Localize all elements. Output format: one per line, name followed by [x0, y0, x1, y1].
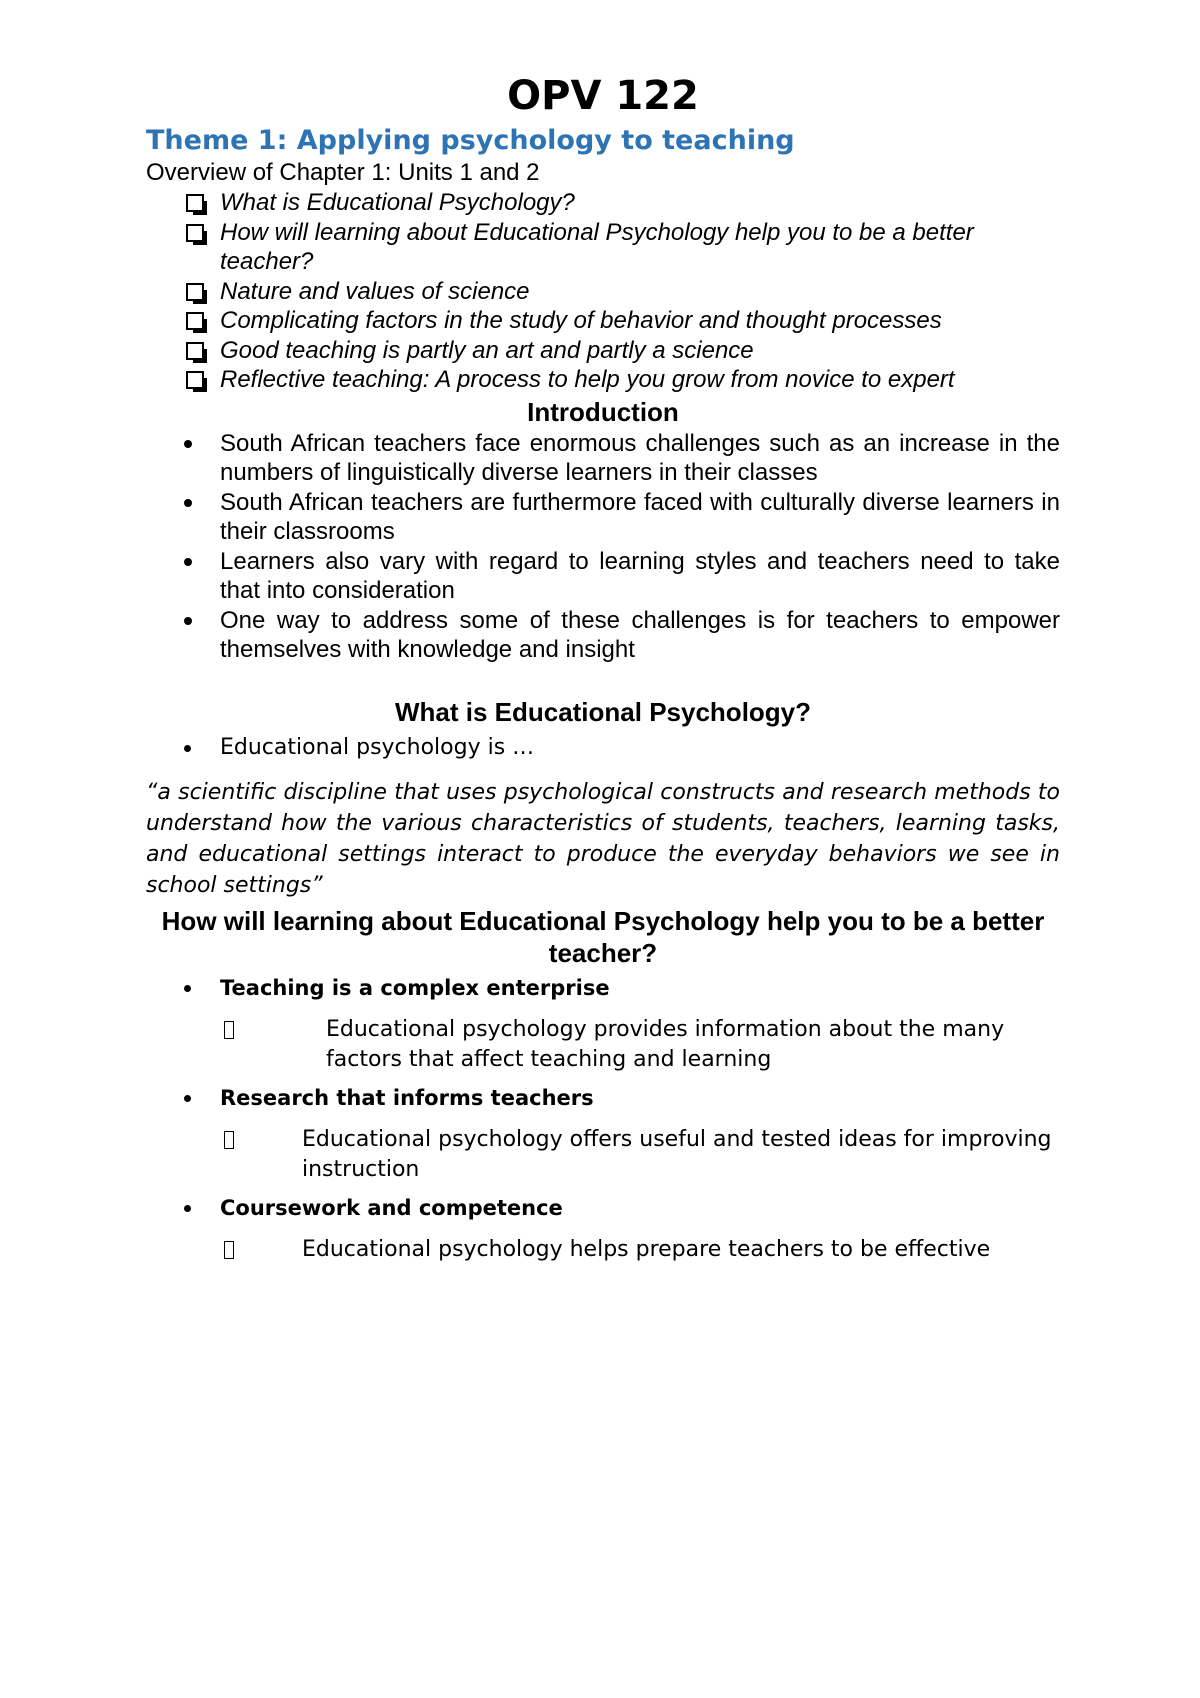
bullet-icon — [184, 745, 191, 752]
checklist-item: Good teaching is partly an art and partly a science — [220, 336, 1060, 366]
benefit-lead: Coursework and competence — [220, 1195, 563, 1220]
bullet-icon — [184, 1205, 191, 1212]
benefits-list — [146, 973, 1060, 1265]
bullet-icon — [184, 440, 192, 448]
bullet-icon — [184, 617, 192, 625]
what-is-heading: What is Educational Psychology? — [394, 696, 812, 727]
checklist-item: Nature and values of science — [220, 277, 1060, 307]
page-content — [146, 68, 1060, 1273]
box-marker-icon — [224, 1131, 234, 1149]
list-item: South African teachers are furthermore faced with culturally diverse learners in their classrooms — [220, 488, 1060, 547]
checkbox-icon — [186, 194, 204, 212]
list-item: One way to address some of these challenges is for teachers to empower themselves with knowledge and insight — [220, 606, 1060, 665]
benefit-detail: Educational psychology helps prepare teachers to be effective — [220, 1235, 1060, 1265]
bullet-icon — [184, 558, 192, 566]
list-item — [220, 1193, 1060, 1265]
benefit-detail: Educational psychology provides information about the many factors that affect teaching and learning — [220, 1015, 1060, 1075]
checklist-item: Complicating factors in the study of behavior and thought processes — [220, 306, 1060, 336]
list-item: Educational psychology is … — [220, 733, 1060, 763]
overview-checklist — [146, 188, 1060, 395]
checkbox-icon — [186, 283, 204, 301]
benefit-lead: Research that informs teachers — [220, 1085, 594, 1110]
box-marker-icon — [224, 1241, 234, 1259]
bullet-icon — [184, 499, 192, 507]
benefit-detail: Educational psychology offers useful and tested ideas for improving instruction — [220, 1125, 1060, 1185]
checkbox-icon — [186, 312, 204, 330]
introduction-list — [146, 429, 1060, 665]
definition-quote: “a scientific discipline that uses psychological constructs and research methods to understand how the various characteristics of students, teachers, learning tasks, and educational settings interact to produce the everyday behaviors we see in school settings” — [146, 779, 1060, 898]
chapter-overview: Overview of Chapter 1: Units 1 and 2 — [146, 159, 540, 186]
bullet-icon — [184, 985, 191, 992]
checkbox-icon — [186, 224, 204, 242]
list-item: South African teachers face enormous challenges such as an increase in the numbers of linguistically diverse learners in their classes — [220, 429, 1060, 488]
checkbox-icon — [186, 371, 204, 389]
box-marker-icon — [224, 1021, 234, 1039]
definition-list — [146, 733, 1060, 763]
list-item: Learners also vary with regard to learning styles and teachers need to take that into consideration — [220, 547, 1060, 606]
checklist-item: What is Educational Psychology? — [220, 188, 1060, 218]
list-item — [220, 973, 1060, 1075]
theme-heading: Theme 1: Applying psychology to teaching — [146, 125, 795, 156]
document-title: OPV 122 — [507, 73, 699, 119]
bullet-icon — [184, 1095, 191, 1102]
checklist-item: How will learning about Educational Psychology help you to be a better teacher? — [220, 218, 1060, 277]
introduction-heading: Introduction — [527, 396, 679, 427]
list-item — [220, 1083, 1060, 1185]
checkbox-icon — [186, 342, 204, 360]
benefit-lead: Teaching is a complex enterprise — [220, 975, 610, 1000]
how-will-heading: How will learning about Educational Psychology help you to be a better teacher? — [161, 905, 1045, 968]
checklist-item: Reflective teaching: A process to help you grow from novice to expert — [220, 365, 1060, 395]
